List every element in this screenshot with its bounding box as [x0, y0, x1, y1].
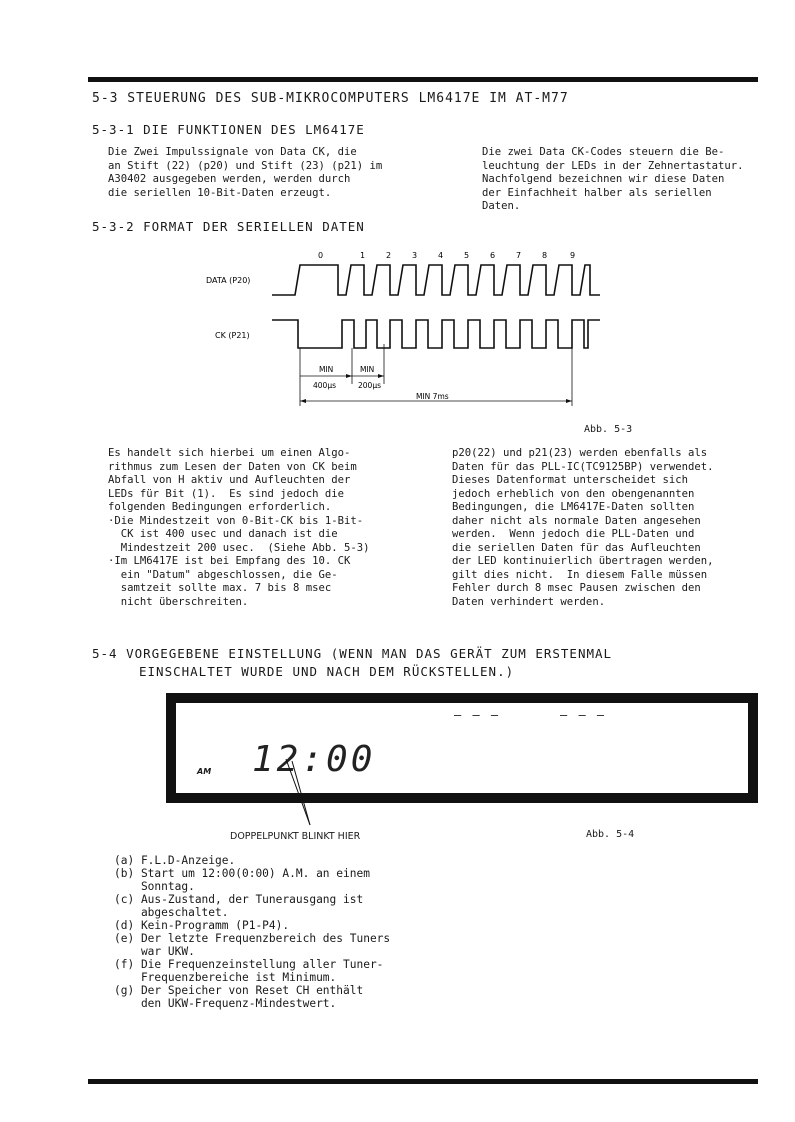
- timing-diagram: [180, 244, 620, 414]
- bit-number-8: 8: [542, 251, 548, 260]
- defaults-list-item: (a) F.L.D-Anzeige.: [114, 854, 236, 867]
- section-5-4-title-line2: EINSCHALTET WURDE UND NACH DEM RÜCKSTELLEN.): [139, 664, 515, 679]
- defaults-list-item: (f) Die Frequenzeinstellung aller Tuner- Frequenzbereiche ist Minimum.: [114, 958, 384, 984]
- section-5-3-1-title: 5-3-1 DIE FUNKTIONEN DES LM6417E: [92, 122, 365, 137]
- fld-display-screen: [176, 703, 748, 793]
- section-5-3-2-title: 5-3-2 FORMAT DER SERIELLEN DATEN: [92, 219, 365, 234]
- frequency-dashes-left: — — —: [454, 708, 501, 722]
- defaults-list-item: (b) Start um 12:00(0:00) A.M. an einem Sonntag.: [114, 867, 370, 893]
- colon-blink-note: DOPPELPUNKT BLINKT HIER: [230, 831, 361, 842]
- bit-number-6: 6: [490, 251, 496, 260]
- section-5-3-1-left-text: Die Zwei Impulssignale von Data CK, die an Stift (22) (p20) und Stift (23) (p21) im A30402 ausgegeben werden, werden durch die seriellen 10-Bit-Daten erzeugt.: [108, 146, 383, 199]
- bit-number-4: 4: [438, 251, 444, 260]
- am-indicator: AM: [197, 767, 212, 776]
- section-5-3-title: 5-3 STEUERUNG DES SUB-MIKROCOMPUTERS LM6417E IM AT-M77: [92, 91, 569, 106]
- ck-signal-label: CK (P21): [215, 331, 250, 340]
- bit-number-2: 2: [386, 251, 392, 260]
- figure-5-3-caption: Abb. 5-3: [584, 424, 633, 435]
- defaults-list-item: (d) Kein-Programm (P1-P4).: [114, 919, 290, 932]
- defaults-list-item: (g) Der Speicher von Reset CH enthält den UKW-Frequenz-Mindestwert.: [114, 984, 364, 1010]
- bit-number-5: 5: [464, 251, 470, 260]
- bit-number-9: 9: [570, 251, 576, 260]
- ck-waveform: [272, 320, 600, 348]
- bit-number-3: 3: [412, 251, 418, 260]
- top-rule: [88, 77, 758, 82]
- bit-number-1: 1: [360, 251, 366, 260]
- frequency-dashes-right: — — —: [560, 708, 607, 722]
- section-5-3-1-right-text: Die zwei Data CK-Codes steuern die Be- leuchtung der LEDs in der Zehnertastatur. Nachfolgend bezeichnen wir diese Daten der Einfachheit halber als seriellen Daten.: [482, 146, 744, 212]
- min-label-200: MIN: [360, 365, 375, 374]
- defaults-list-item: (c) Aus-Zustand, der Tunerausgang ist abgeschaltet.: [114, 893, 364, 919]
- colon-pointer-arrow: [280, 755, 320, 835]
- clock-readout: 12:00: [252, 739, 376, 780]
- bit-number-0: 0: [318, 251, 324, 260]
- min-value-200: 200μs: [358, 381, 381, 390]
- section-5-4-title-line1: 5-4 VORGEGEBENE EINSTELLUNG (WENN MAN DAS GERÄT ZUM ERSTENMAL: [92, 646, 613, 661]
- body-5-3-right-text: p20(22) und p21(23) werden ebenfalls als Daten für das PLL-IC(TC9125BP) verwendet. Dieses Datenformat unterscheidet sich jedoch erheblich von den obengenannten Bedingungen, die LM6417E-Daten sollten daher nicht als normale Daten angesehen werden. Wenn jedoch die PLL-Daten und die seriellen Daten für das Aufleuchten der LED kontinuierlich übertragen werden, gilt dies nicht. In diesem Falle müssen Fehler durch 8 msec Pausen zwischen den Daten verhindert werden.: [452, 447, 714, 608]
- defaults-list-item: (e) Der letzte Frequenzbereich des Tuners war UKW.: [114, 932, 391, 958]
- min-total-label: MIN 7ms: [416, 392, 449, 401]
- bottom-rule: [88, 1079, 758, 1084]
- data-signal-label: DATA (P20): [206, 276, 251, 285]
- min-label-400: MIN: [319, 365, 334, 374]
- figure-5-4-caption: Abb. 5-4: [586, 829, 635, 840]
- data-waveform: [272, 265, 600, 295]
- bit-number-7: 7: [516, 251, 522, 260]
- body-5-3-left-text: Es handelt sich hierbei um einen Algo- rithmus zum Lesen der Daten von CK beim Abfall von H aktiv und Aufleuchten der LEDs für Bit (1). Es sind jedoch die folgenden Bedingungen erforderlich. ·Die Mindestzeit von 0-Bit-CK bis 1-Bit- CK ist 400 usec und danach ist die Mindestzeit 200 usec. (Siehe Abb. 5-3) ·Im LM6417E ist bei Empfang des 10. CK ein "Datum" abgeschlossen, die Ge- samtzeit sollte max. 7 bis 8 msec nicht überschreiten.: [108, 447, 370, 608]
- fld-display: [166, 693, 758, 803]
- min-value-400: 400μs: [313, 381, 336, 390]
